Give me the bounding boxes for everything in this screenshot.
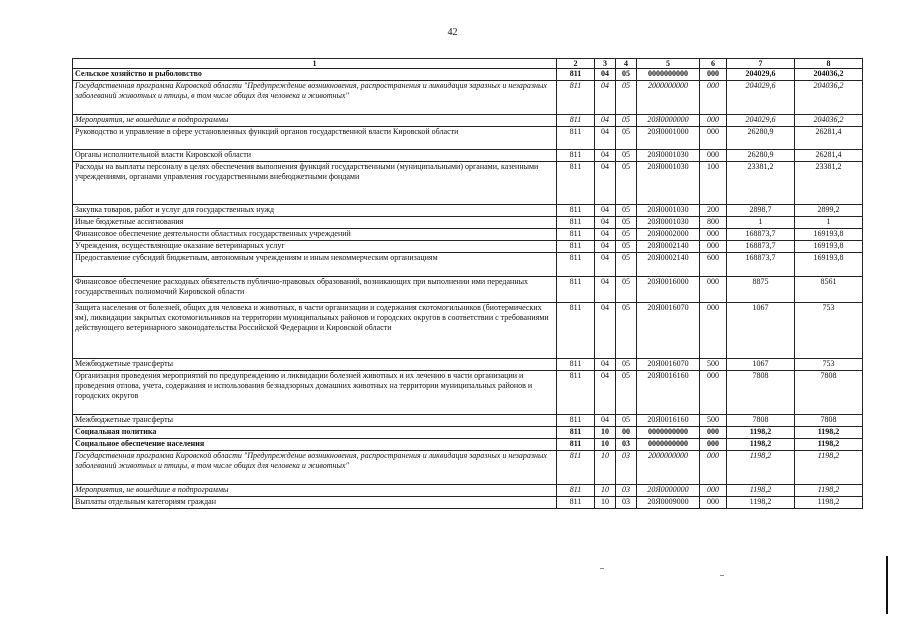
- row-value: 0000000000: [637, 427, 700, 439]
- row-value: 800: [700, 217, 727, 229]
- row-value: 04: [595, 127, 616, 150]
- row-value: 811: [557, 277, 595, 303]
- row-value: 04: [595, 69, 616, 81]
- row-label: Социальная политика: [73, 427, 557, 439]
- row-value: 7808: [727, 415, 795, 427]
- row-value: 1198,2: [727, 427, 795, 439]
- row-value: 03: [616, 439, 637, 451]
- row-label: Иные бюджетные ассигнования: [73, 217, 557, 229]
- row-value: 10: [595, 485, 616, 497]
- row-value: 169193,8: [795, 229, 863, 241]
- row-value: 000: [700, 277, 727, 303]
- row-label: Руководство и управление в сфере установленных функций органов государственной власти Кировской области: [73, 127, 557, 150]
- column-header: 5: [637, 59, 700, 69]
- row-value: 200: [700, 205, 727, 217]
- table-row: [73, 439, 863, 451]
- table-row: [73, 485, 863, 497]
- row-value: 10: [595, 451, 616, 485]
- row-value: 20Я0001030: [637, 150, 700, 162]
- row-value: 04: [595, 115, 616, 127]
- row-value: 05: [616, 127, 637, 150]
- row-value: 2000000000: [637, 81, 700, 115]
- row-value: 811: [557, 359, 595, 371]
- row-value: 2898,7: [727, 205, 795, 217]
- row-value: 05: [616, 277, 637, 303]
- row-value: 204036,2: [795, 69, 863, 81]
- row-label: Защита населения от болезней, общих для человека и животных, в части организации и содержания скотомогильников (биотермических ям), ликвидации закрытых скотомогильников на территории муниципальных районов и городских округов в соответствии с требованиями действующего ветеринарного законодательства Российской Федерации и Кировской области: [73, 303, 557, 359]
- table-row: [73, 127, 863, 150]
- row-value: 0000000000: [637, 69, 700, 81]
- row-value: 000: [700, 427, 727, 439]
- row-value: 811: [557, 485, 595, 497]
- row-value: 03: [616, 451, 637, 485]
- row-value: 03: [616, 485, 637, 497]
- table-row: [73, 205, 863, 217]
- row-value: 204029,6: [727, 69, 795, 81]
- row-value: 20Я0016160: [637, 371, 700, 415]
- row-value: 1198,2: [795, 485, 863, 497]
- row-label: Мероприятия, не вошедшие в подпрограммы: [73, 115, 557, 127]
- row-value: 04: [595, 162, 616, 205]
- row-value: 811: [557, 229, 595, 241]
- row-value: 811: [557, 371, 595, 415]
- row-value: 811: [557, 451, 595, 485]
- row-value: 000: [700, 303, 727, 359]
- row-value: 000: [700, 229, 727, 241]
- row-label: Закупка товаров, работ и услуг для государственных нужд: [73, 205, 557, 217]
- row-value: 7808: [795, 371, 863, 415]
- row-label: Социальное обеспечение населения: [73, 439, 557, 451]
- header-row: [73, 59, 863, 69]
- row-value: 05: [616, 253, 637, 277]
- row-value: 20Я0001030: [637, 205, 700, 217]
- row-value: 811: [557, 415, 595, 427]
- row-label: Организация проведения мероприятий по предупреждению и ликвидации болезней животных и их лечению в части организации и проведения отлова, учета, содержания и использования безнадзорных домашних животных на территории муниципальных районов и городских округов: [73, 371, 557, 415]
- row-value: 000: [700, 451, 727, 485]
- row-value: 04: [595, 371, 616, 415]
- page-edge-bar: [886, 556, 888, 614]
- row-value: 204036,2: [795, 81, 863, 115]
- row-value: 811: [557, 150, 595, 162]
- row-value: 04: [595, 277, 616, 303]
- row-value: 811: [557, 497, 595, 509]
- row-value: 168873,7: [727, 229, 795, 241]
- table-row: [73, 427, 863, 439]
- row-value: 2000000000: [637, 451, 700, 485]
- column-header: 3: [595, 59, 616, 69]
- row-value: 04: [595, 241, 616, 253]
- row-value: 500: [700, 415, 727, 427]
- row-value: 05: [616, 229, 637, 241]
- row-label: Финансовое обеспечение деятельности областных государственных учреждений: [73, 229, 557, 241]
- row-value: 10: [595, 497, 616, 509]
- row-value: 753: [795, 303, 863, 359]
- row-value: 169193,8: [795, 241, 863, 253]
- row-value: 168873,7: [727, 241, 795, 253]
- row-value: 811: [557, 127, 595, 150]
- row-value: 811: [557, 303, 595, 359]
- row-label: Мероприятия, не вошедшие в подпрограммы: [73, 485, 557, 497]
- row-label: Финансовое обеспечение расходных обязательств публично-правовых образований, возникающих при выполнении ими переданных государственных полномочий Кировской области: [73, 277, 557, 303]
- row-value: 04: [595, 205, 616, 217]
- row-value: 000: [700, 241, 727, 253]
- row-value: 753: [795, 359, 863, 371]
- row-value: 8875: [727, 277, 795, 303]
- row-value: 000: [700, 371, 727, 415]
- row-value: 20Я0016000: [637, 277, 700, 303]
- table-body: [73, 69, 863, 509]
- row-value: 20Я0000000: [637, 115, 700, 127]
- row-value: 20Я0002140: [637, 253, 700, 277]
- row-value: 04: [595, 229, 616, 241]
- table-row: [73, 303, 863, 359]
- row-value: 811: [557, 115, 595, 127]
- row-value: 000: [700, 439, 727, 451]
- row-value: 1: [795, 217, 863, 229]
- row-label: Сельское хозяйство и рыболовство: [73, 69, 557, 81]
- column-header: 4: [616, 59, 637, 69]
- table-row: [73, 277, 863, 303]
- row-value: 600: [700, 253, 727, 277]
- row-value: 00: [616, 427, 637, 439]
- row-label: Предоставление субсидий бюджетным, автономным учреждениям и иным некоммерческим организациям: [73, 253, 557, 277]
- row-value: 2899,2: [795, 205, 863, 217]
- row-value: 0000000000: [637, 439, 700, 451]
- row-value: 20Я0001030: [637, 162, 700, 205]
- row-value: 05: [616, 217, 637, 229]
- row-value: 000: [700, 485, 727, 497]
- column-header: 8: [795, 59, 863, 69]
- row-value: 204036,2: [795, 115, 863, 127]
- row-value: 1067: [727, 303, 795, 359]
- table-row: [73, 217, 863, 229]
- row-value: 05: [616, 150, 637, 162]
- row-value: 05: [616, 371, 637, 415]
- row-value: 20Я0016070: [637, 359, 700, 371]
- row-value: 204029,6: [727, 81, 795, 115]
- table-row: [73, 241, 863, 253]
- column-header: 2: [557, 59, 595, 69]
- row-value: 1198,2: [727, 497, 795, 509]
- row-value: 1198,2: [795, 497, 863, 509]
- table-row: [73, 253, 863, 277]
- column-header: 1: [73, 59, 557, 69]
- table-row: [73, 150, 863, 162]
- row-value: 1198,2: [727, 451, 795, 485]
- row-value: 10: [595, 439, 616, 451]
- row-value: 05: [616, 303, 637, 359]
- row-value: 04: [595, 303, 616, 359]
- row-value: 20Я0000000: [637, 485, 700, 497]
- row-value: 04: [595, 150, 616, 162]
- row-value: 10: [595, 427, 616, 439]
- scan-mark: [720, 575, 724, 576]
- row-value: 168873,7: [727, 253, 795, 277]
- row-value: 000: [700, 127, 727, 150]
- row-value: 000: [700, 150, 727, 162]
- row-label: Выплаты отдельным категориям граждан: [73, 497, 557, 509]
- row-value: 8561: [795, 277, 863, 303]
- row-value: 05: [616, 205, 637, 217]
- row-value: 811: [557, 253, 595, 277]
- column-header: 7: [727, 59, 795, 69]
- row-value: 04: [595, 253, 616, 277]
- row-value: 05: [616, 115, 637, 127]
- row-value: 811: [557, 427, 595, 439]
- row-value: 04: [595, 81, 616, 115]
- table-row: [73, 415, 863, 427]
- row-value: 20Я0002000: [637, 229, 700, 241]
- row-value: 20Я0001000: [637, 127, 700, 150]
- row-value: 20Я0001030: [637, 217, 700, 229]
- table-row: [73, 229, 863, 241]
- row-value: 000: [700, 81, 727, 115]
- column-header: 6: [700, 59, 727, 69]
- row-value: 811: [557, 439, 595, 451]
- row-value: 811: [557, 217, 595, 229]
- row-value: 1198,2: [727, 485, 795, 497]
- row-value: 23381,2: [795, 162, 863, 205]
- scan-mark: [600, 568, 604, 569]
- row-label: Органы исполнительной власти Кировской области: [73, 150, 557, 162]
- row-value: 000: [700, 69, 727, 81]
- row-value: 204029,6: [727, 115, 795, 127]
- row-value: 1198,2: [795, 427, 863, 439]
- table-row: [73, 451, 863, 485]
- row-value: 811: [557, 205, 595, 217]
- row-value: 20Я0016160: [637, 415, 700, 427]
- row-value: 7808: [795, 415, 863, 427]
- table-row: [73, 371, 863, 415]
- row-value: 04: [595, 217, 616, 229]
- row-value: 1198,2: [795, 439, 863, 451]
- row-value: 04: [595, 415, 616, 427]
- row-value: 811: [557, 241, 595, 253]
- row-value: 05: [616, 81, 637, 115]
- row-value: 169193,8: [795, 253, 863, 277]
- row-value: 811: [557, 81, 595, 115]
- table-row: [73, 115, 863, 127]
- row-value: 05: [616, 415, 637, 427]
- row-label: Государственная программа Кировской области "Предупреждение возникновения, распространения и ликвидация заразных и незаразных заболеваний животных и птицы, в том числе общих для человека и животных": [73, 81, 557, 115]
- row-value: 1: [727, 217, 795, 229]
- row-value: 26280,9: [727, 127, 795, 150]
- row-value: 26281,4: [795, 150, 863, 162]
- row-value: 03: [616, 497, 637, 509]
- row-value: 1198,2: [727, 439, 795, 451]
- table-row: [73, 497, 863, 509]
- row-value: 1198,2: [795, 451, 863, 485]
- row-value: 811: [557, 69, 595, 81]
- budget-table: [72, 58, 863, 509]
- row-label: Учреждения, осуществляющие оказание ветеринарных услуг: [73, 241, 557, 253]
- page-number: 42: [447, 27, 458, 38]
- row-value: 500: [700, 359, 727, 371]
- table-row: [73, 81, 863, 115]
- row-value: 26281,4: [795, 127, 863, 150]
- row-label: Государственная программа Кировской области "Предупреждение возникновения, распространения и ликвидация заразных и незаразных заболеваний животных и птицы, в том числе общих для человека и животных": [73, 451, 557, 485]
- row-value: 20Я0002140: [637, 241, 700, 253]
- row-label: Межбюджетные трансферты: [73, 415, 557, 427]
- row-value: 811: [557, 162, 595, 205]
- row-value: 05: [616, 241, 637, 253]
- row-value: 04: [595, 359, 616, 371]
- row-value: 000: [700, 497, 727, 509]
- row-value: 20Я0009000: [637, 497, 700, 509]
- row-label: Межбюджетные трансферты: [73, 359, 557, 371]
- row-value: 1067: [727, 359, 795, 371]
- row-label: Расходы на выплаты персоналу в целях обеспечения выполнения функций государственными (муниципальными) органами, казенными учреждениями, органами управления государственными внебюджетными фондами: [73, 162, 557, 205]
- row-value: 05: [616, 359, 637, 371]
- row-value: 000: [700, 115, 727, 127]
- row-value: 100: [700, 162, 727, 205]
- row-value: 05: [616, 162, 637, 205]
- row-value: 23381,2: [727, 162, 795, 205]
- table-row: [73, 69, 863, 81]
- row-value: 7808: [727, 371, 795, 415]
- table-row: [73, 359, 863, 371]
- row-value: 05: [616, 69, 637, 81]
- table-row: [73, 162, 863, 205]
- row-value: 26280,9: [727, 150, 795, 162]
- row-value: 20Я0016070: [637, 303, 700, 359]
